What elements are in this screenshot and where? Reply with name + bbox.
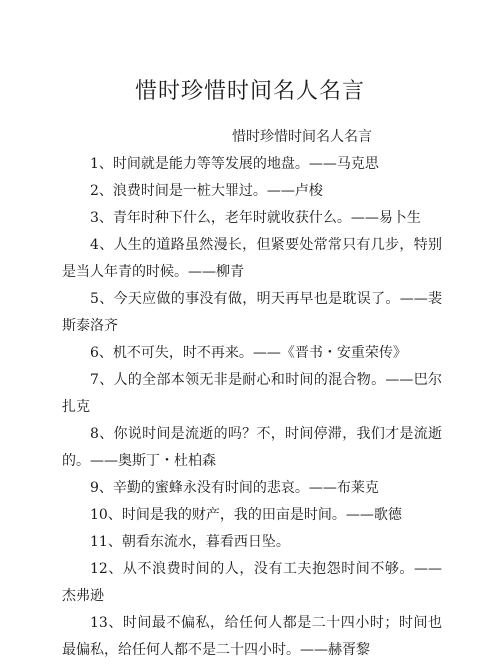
quote-list [62,151,442,664]
quote-item: 1、时间就是能力等等发展的地盘。——马克思 [90,156,379,172]
quote-item: 13、时间最不偏私，给任何人都是二十四小时；时间也最偏私，给任何人都不是二十四小时。——赫胥黎 [62,615,442,658]
quote-item: 7、人的全部本领无非是耐心和时间的混合物。——巴尔扎克 [62,372,442,415]
document-title: 惜时珍惜时间名人名言 [134,78,365,104]
quote-item: 5、今天应做的事没有做，明天再早也是耽误了。——裴斯泰洛齐 [62,291,442,334]
quote-item: 11、朝看东流水，暮看西日坠。 [90,534,290,550]
quote-item: 3、青年时种下什么，老年时就收获什么。——易卜生 [90,210,421,226]
quote-item: 4、人生的道路虽然漫长，但紧要处常常只有几步，特别是当人年青的时候。——柳青 [62,237,442,280]
document-subtitle: 惜时珍惜时间名人名言 [232,129,372,145]
quote-item: 10、时间是我的财产，我的田亩是时间。——歌德 [90,507,402,523]
quote-item: 2、浪费时间是一桩大罪过。——卢梭 [90,183,323,199]
quote-item: 12、从不浪费时间的人，没有工夫抱怨时间不够。——杰弗逊 [62,561,442,604]
quote-item: 9、辛勤的蜜蜂永没有时间的悲哀。——布莱克 [90,480,379,496]
quote-item: 8、你说时间是流逝的吗？不，时间停滞，我们才是流逝的。——奥斯丁・杜柏森 [62,426,442,469]
quote-item: 6、机不可失，时不再来。——《晋书・安重荣传》 [90,345,407,361]
